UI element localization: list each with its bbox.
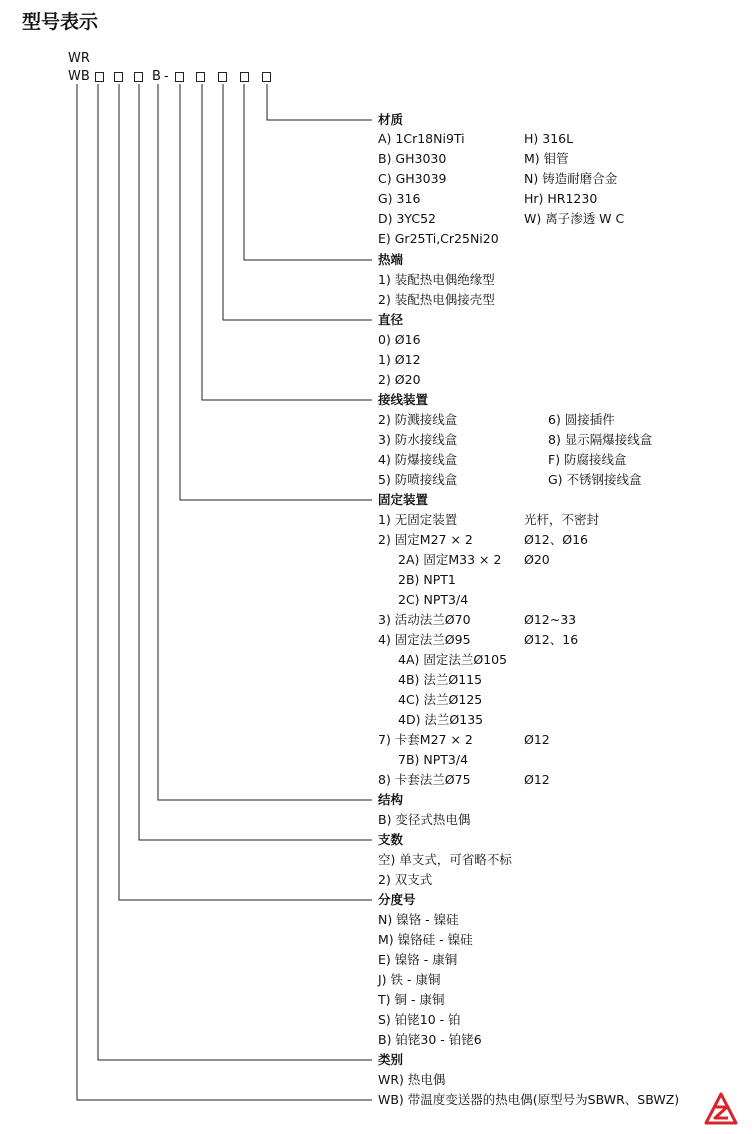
connector-line <box>158 84 372 800</box>
graduation-item: B) 铂铑30 - 铂铑6 <box>378 1032 482 1047</box>
junction-box-item: 6) 圆接插件 <box>548 412 615 427</box>
diameter-item: 0) Ø16 <box>378 332 421 347</box>
connector-line <box>223 84 372 320</box>
code-box-5 <box>196 72 205 82</box>
connector-line <box>267 84 372 120</box>
section-title-fixing: 固定装置 <box>378 492 429 507</box>
junction-box-item: G) 不锈钢接线盒 <box>548 472 642 487</box>
fixing-spec: Ø12~33 <box>524 612 577 627</box>
category-item: WR) 热电偶 <box>378 1072 446 1087</box>
code-box-3 <box>134 72 143 82</box>
connector-line <box>202 84 372 400</box>
fixing-item: 2) 固定M27 × 2 <box>378 532 473 547</box>
junction-box-item: 2) 防溅接线盒 <box>378 412 458 427</box>
brand-logo-icon <box>704 1092 738 1126</box>
fixing-item: 4) 固定法兰Ø95 <box>378 632 471 647</box>
junction-box-item: 5) 防喷接线盒 <box>378 472 458 487</box>
code-box-6 <box>218 72 227 82</box>
category-item: WB) 带温度变送器的热电偶(原型号为SBWR、SBWZ) <box>378 1092 680 1107</box>
count-item: 空) 单支式，可省略不标 <box>378 852 512 867</box>
code-letter: B <box>152 69 161 84</box>
code-box-2 <box>114 72 123 82</box>
diameter-item: 2) Ø20 <box>378 372 421 387</box>
material-item: E) Gr25Ti,Cr25Ni20 <box>378 231 499 246</box>
material-item: B) GH3030 <box>378 151 447 166</box>
connector-line <box>119 84 372 900</box>
section-title-category: 类别 <box>378 1052 404 1067</box>
fixing-spec: Ø20 <box>524 552 550 567</box>
graduation-item: J) 铁 - 康铜 <box>378 972 441 987</box>
count-item: 2) 双支式 <box>378 872 433 887</box>
section-title-structure: 结构 <box>378 792 404 807</box>
hot-end-item: 2) 装配热电偶接壳型 <box>378 292 495 307</box>
code-wr: WR <box>68 51 90 66</box>
fixing-item: 2B) NPT1 <box>398 572 456 587</box>
junction-box-item: 8) 显示隔爆接线盒 <box>548 432 653 447</box>
fixing-item: 4C) 法兰Ø125 <box>398 692 483 707</box>
fixing-item: 7B) NPT3/4 <box>398 752 469 767</box>
section-title-material: 材质 <box>378 112 404 127</box>
fixing-spec: Ø12、Ø16 <box>524 532 588 547</box>
code-box-4 <box>175 72 184 82</box>
structure-item: B) 变径式热电偶 <box>378 812 471 827</box>
junction-box-item: 4) 防爆接线盒 <box>378 452 458 467</box>
section-title-diameter: 直径 <box>378 312 404 327</box>
code-box-1 <box>95 72 104 82</box>
code-prefix: WB <box>68 69 90 84</box>
material-item: C) GH3039 <box>378 171 447 186</box>
connector-line <box>77 84 372 1100</box>
graduation-item: T) 铜 - 康铜 <box>378 992 445 1007</box>
material-item: W) 离子渗透 W C <box>524 211 625 226</box>
material-item: Hr) HR1230 <box>524 191 598 206</box>
section-title-count: 支数 <box>378 832 404 847</box>
section-title-hot-end: 热端 <box>378 252 404 267</box>
junction-box-item: 3) 防水接线盒 <box>378 432 458 447</box>
fixing-item: 3) 活动法兰Ø70 <box>378 612 471 627</box>
code-box-8 <box>262 72 271 82</box>
fixing-item: 4D) 法兰Ø135 <box>398 712 484 727</box>
fixing-item: 7) 卡套M27 × 2 <box>378 732 473 747</box>
fixing-spec: Ø12 <box>524 732 550 747</box>
connector-line <box>139 84 372 840</box>
fixing-spec: Ø12、16 <box>524 632 579 647</box>
material-item: N) 铸造耐磨合金 <box>524 171 618 186</box>
section-title-graduation: 分度号 <box>378 892 416 907</box>
section-title-junction-box: 接线装置 <box>378 392 429 407</box>
material-item: G) 316 <box>378 191 421 206</box>
fixing-item: 4A) 固定法兰Ø105 <box>398 652 508 667</box>
code-box-7 <box>240 72 249 82</box>
material-item: M) 钼管 <box>524 151 569 166</box>
page-title: 型号表示 <box>22 11 99 33</box>
fixing-item: 2C) NPT3/4 <box>398 592 469 607</box>
graduation-item: E) 镍铬 - 康铜 <box>378 952 458 967</box>
fixing-item: 8) 卡套法兰Ø75 <box>378 772 471 787</box>
fixing-item: 1) 无固定装置 <box>378 512 458 527</box>
diameter-item: 1) Ø12 <box>378 352 421 367</box>
connector-line <box>244 84 372 260</box>
connector-line <box>180 84 372 500</box>
material-item: A) 1Cr18Ni9Ti <box>378 131 465 146</box>
graduation-item: S) 铂铑10 - 铂 <box>378 1012 461 1027</box>
code-dash: - <box>164 69 169 84</box>
fixing-item: 4B) 法兰Ø115 <box>398 672 483 687</box>
fixing-item: 2A) 固定M33 × 2 <box>398 552 502 567</box>
graduation-item: N) 镍铬 - 镍硅 <box>378 912 459 927</box>
hot-end-item: 1) 装配热电偶绝缘型 <box>378 272 495 287</box>
material-item: D) 3YC52 <box>378 211 437 226</box>
graduation-item: M) 镍铬硅 - 镍硅 <box>378 932 473 947</box>
fixing-spec: 光杆，不密封 <box>524 512 600 527</box>
material-item: H) 316L <box>524 131 574 146</box>
junction-box-item: F) 防腐接线盒 <box>548 452 627 467</box>
fixing-spec: Ø12 <box>524 772 550 787</box>
